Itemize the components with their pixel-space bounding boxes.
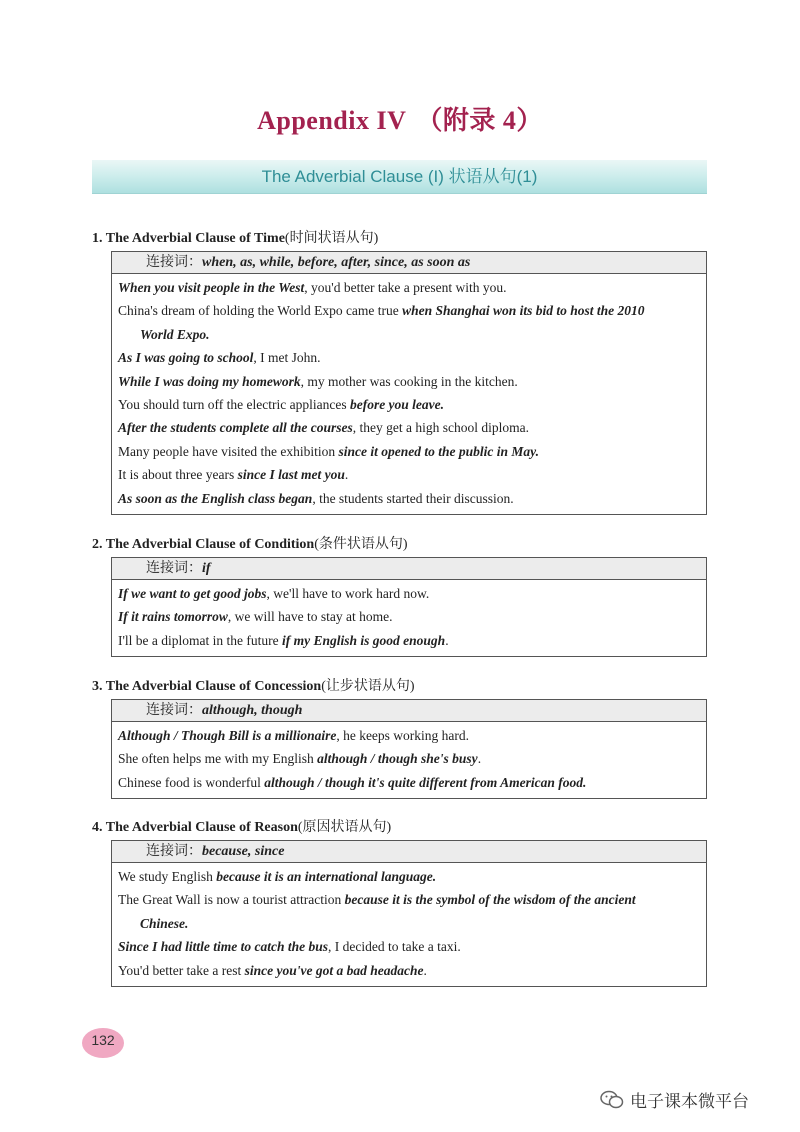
example-sentence — [118, 323, 700, 346]
clause-highlight: although / though it's quite different from American food. — [264, 774, 587, 790]
page-number: 132 — [91, 1032, 115, 1048]
section-heading-en: 2. The Adverbial Clause of Condition — [92, 537, 315, 552]
example-sentence — [118, 346, 700, 369]
section-reason — [92, 816, 707, 987]
section-heading — [92, 227, 707, 247]
example-sentence — [118, 582, 700, 605]
sentence-text: , my mother was cooking in the kitchen. — [300, 373, 518, 389]
example-list — [112, 274, 706, 514]
title-cn: （附录 4） — [416, 106, 543, 135]
clause-highlight: As I was going to school — [118, 350, 254, 366]
connectives-words: if — [202, 561, 211, 576]
clause-highlight: because it is the symbol of the wisdom of the ancient — [344, 892, 636, 908]
connectives-words: although, though — [202, 703, 303, 718]
clause-highlight: When you visit people in the West — [118, 280, 305, 295]
sentence-text: , he keeps working hard. — [336, 728, 470, 743]
clause-highlight: because it is an international language. — [216, 869, 437, 884]
clause-highlight: If we want to get good jobs — [118, 586, 267, 601]
section-heading-en: 1. The Adverbial Clause of Time — [92, 231, 285, 246]
section-time — [92, 227, 707, 515]
page-title — [0, 100, 800, 137]
clause-highlight: While I was doing my homework — [118, 373, 301, 389]
clause-highlight: After the students complete all the courses — [118, 420, 353, 436]
example-box — [111, 557, 707, 657]
example-sentence — [118, 487, 700, 510]
sentence-text: . — [477, 751, 482, 767]
example-box — [111, 251, 707, 515]
clause-highlight: if my English is good enough — [282, 632, 446, 648]
example-sentence — [118, 935, 700, 958]
example-sentence — [118, 629, 700, 652]
connectives-row — [112, 558, 706, 580]
clause-highlight: before you leave. — [349, 397, 445, 413]
example-box — [111, 699, 707, 799]
connectives-label: 连接词： — [146, 844, 202, 859]
sentence-text: , we will have to stay at home. — [227, 609, 393, 625]
sentence-text: , you'd better take a present with you. — [304, 280, 507, 295]
sentence-text: . — [344, 467, 349, 483]
clause-highlight: If it rains tomorrow — [118, 609, 228, 625]
sentence-text: You'd better take a rest — [118, 962, 245, 978]
sentence-text: . — [423, 962, 427, 978]
connectives-words: when, as, while, before, after, since, as soon as — [202, 255, 471, 270]
clause-highlight: Since I had little time to catch the bus — [118, 939, 329, 955]
example-sentence — [118, 605, 700, 628]
sentence-text: China's dream of holding the World Expo came true — [118, 303, 403, 319]
sentence-text: We study English — [118, 869, 217, 884]
clause-highlight: since I last met you — [237, 467, 345, 483]
clause-highlight: Chinese. — [140, 915, 189, 931]
connectives-label: 连接词： — [146, 703, 202, 718]
example-sentence — [118, 299, 700, 322]
example-sentence — [118, 747, 700, 770]
sentence-text: The Great Wall is now a tourist attraction — [118, 892, 345, 908]
section-heading — [92, 816, 707, 836]
example-sentence — [118, 912, 700, 935]
section-banner — [92, 160, 707, 194]
example-sentence — [118, 959, 700, 982]
connectives-row — [112, 700, 706, 722]
section-heading-cn: (时间状语从句) — [284, 231, 379, 246]
example-sentence — [118, 393, 700, 416]
sentence-text: She often helps me with my English — [118, 751, 318, 767]
section-heading — [92, 533, 707, 553]
example-sentence — [118, 276, 700, 299]
connectives-row — [112, 252, 706, 274]
sentence-text: , we'll have to work hard now. — [266, 586, 430, 601]
sentence-text: You should turn off the electric appliances — [118, 397, 350, 413]
section-heading — [92, 675, 707, 695]
clause-highlight: since you've got a bad headache — [244, 962, 424, 978]
sentence-text: I'll be a diplomat in the future — [118, 632, 283, 648]
example-sentence — [118, 440, 700, 463]
section-heading-en: 3. The Adverbial Clause of Concession — [92, 679, 322, 694]
connectives-row — [112, 841, 706, 863]
sentence-text: . — [445, 632, 449, 648]
section-heading-cn: (原因状语从句) — [297, 820, 392, 835]
example-sentence — [118, 771, 700, 794]
clause-highlight: World Expo. — [140, 326, 210, 342]
example-sentence — [118, 888, 700, 911]
sentence-text: It is about three years — [118, 467, 238, 483]
sentence-text: Many people have visited the exhibition — [118, 443, 339, 459]
title-en: Appendix IV — [257, 106, 407, 135]
sentence-text: Chinese food is wonderful — [118, 774, 265, 790]
banner-text: The Adverbial Clause (I) 状语从句(1) — [261, 167, 538, 186]
section-heading-cn: (让步状语从句) — [321, 679, 415, 694]
clause-highlight: when Shanghai won its bid to host the 2010 — [402, 303, 645, 319]
clause-highlight: As soon as the English class began — [118, 490, 313, 506]
section-heading-cn: (条件状语从句) — [314, 537, 408, 552]
example-list — [112, 863, 706, 986]
clause-highlight: Although / Though Bill is a millionaire — [118, 728, 337, 743]
clause-highlight: since it opened to the public in May. — [338, 443, 539, 459]
watermark-text: 电子课本微平台 — [630, 1092, 749, 1112]
section-condition — [92, 533, 707, 657]
section-concession — [92, 675, 707, 799]
connectives-label: 连接词： — [146, 561, 202, 576]
example-sentence — [118, 370, 700, 393]
clause-highlight: although / though she's busy — [317, 751, 478, 767]
example-list — [112, 580, 706, 656]
example-sentence — [118, 724, 700, 747]
connectives-label: 连接词： — [146, 255, 202, 270]
wechat-icon — [600, 1090, 624, 1110]
section-heading-en: 4. The Adverbial Clause of Reason — [92, 820, 298, 835]
sentence-text: , I decided to take a taxi. — [328, 939, 461, 955]
example-sentence — [118, 865, 700, 888]
example-sentence — [118, 416, 700, 439]
watermark — [600, 1087, 749, 1112]
connectives-words: because, since — [202, 844, 285, 859]
example-box — [111, 840, 707, 987]
example-list — [112, 722, 706, 798]
sentence-text: , the students started their discussion. — [312, 490, 514, 506]
sentence-text: , they get a high school diploma. — [352, 420, 529, 436]
example-sentence — [118, 463, 700, 486]
sentence-text: , I met John. — [253, 350, 321, 366]
